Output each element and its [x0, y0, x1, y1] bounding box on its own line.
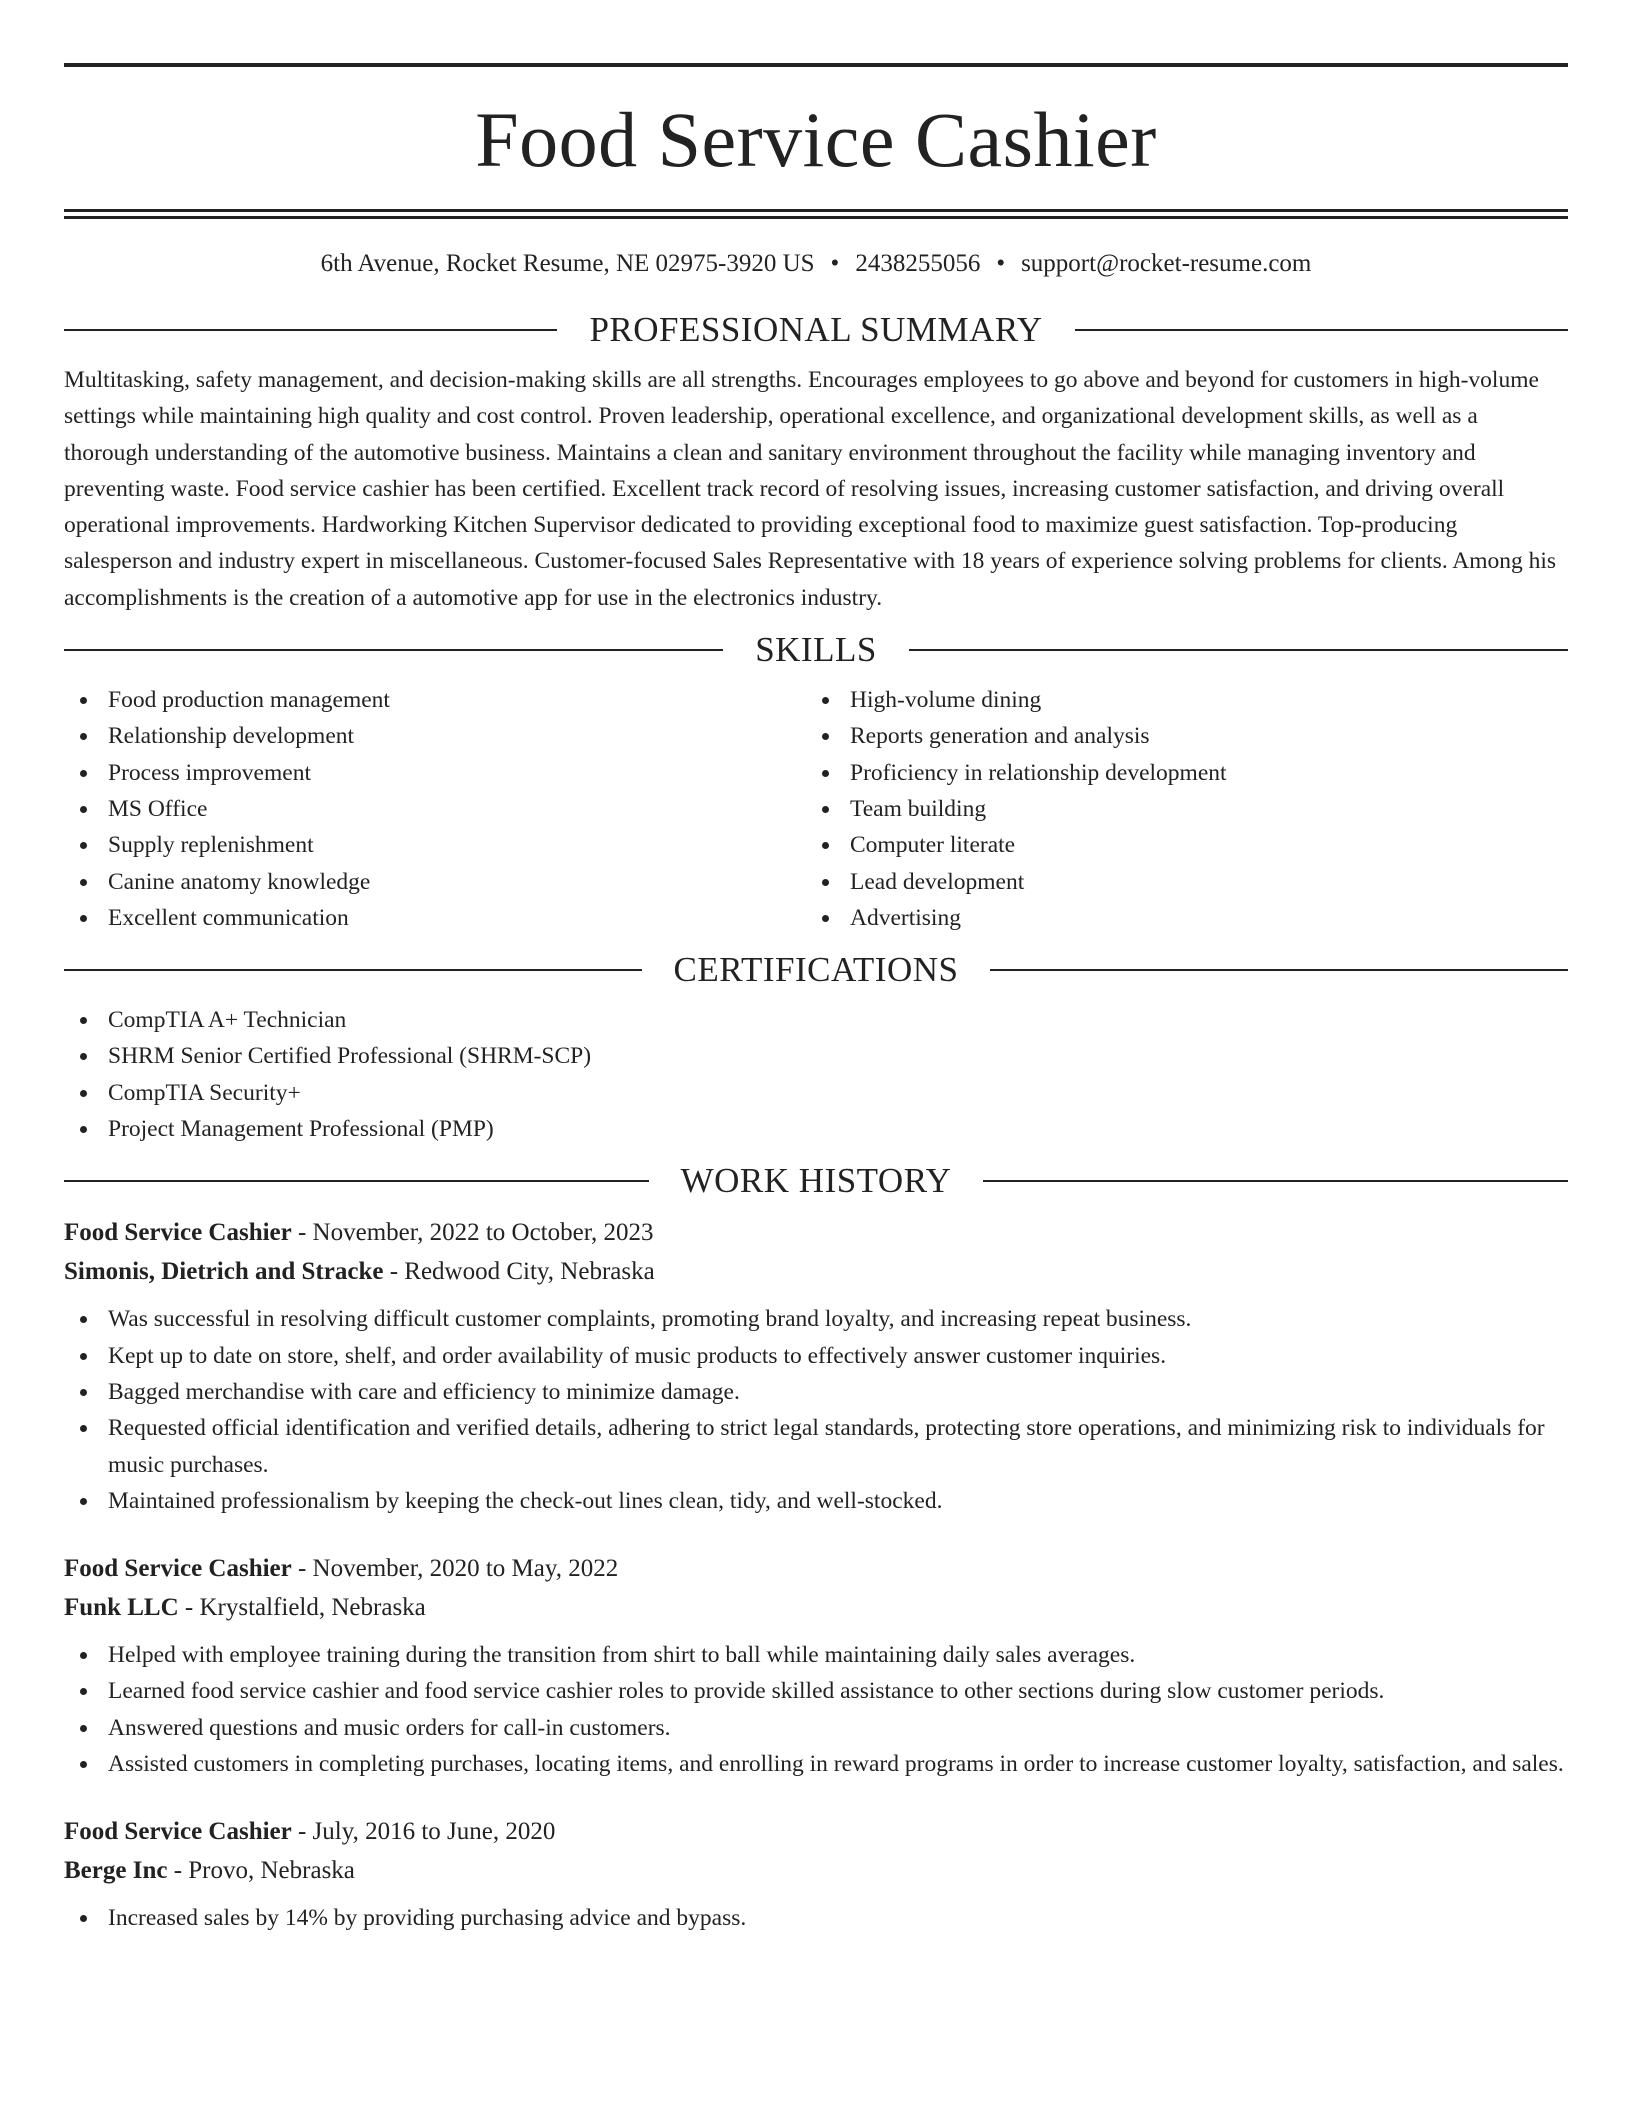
- job-location: - Krystalfield, Nebraska: [178, 1594, 426, 1622]
- contact-address: 6th Avenue, Rocket Resume, NE 02975-3920 US: [320, 250, 815, 277]
- job-location: - Provo, Nebraska: [167, 1857, 355, 1885]
- certification-item: SHRM Senior Certified Professional (SHRM-SCP): [64, 1038, 1568, 1074]
- job-company-line: [64, 1252, 1568, 1291]
- job-company: Berge Inc: [64, 1857, 168, 1885]
- certification-item: CompTIA A+ Technician: [64, 1002, 1568, 1038]
- work-heading: [64, 1159, 1568, 1203]
- contact-separator: •: [830, 250, 840, 277]
- job-company: Funk LLC: [64, 1594, 179, 1622]
- job-bullet: Learned food service cashier and food service cashier roles to provide skilled assistance to other sections during slow customer periods.: [64, 1673, 1568, 1709]
- skill-item: Food production management: [64, 682, 806, 718]
- job-bullet: Assisted customers in completing purchases, locating items, and enrolling in reward programs in order to increase customer loyalty, satisfaction, and sales.: [64, 1746, 1568, 1782]
- job-bullets: [64, 1637, 1568, 1782]
- job-bullet: Requested official identification and verified details, adhering to strict legal standards, protecting store operations, and minimizing risk to individuals for music purchases.: [64, 1410, 1568, 1483]
- contact-phone: 2438255056: [855, 250, 981, 277]
- summary-text: Multitasking, safety management, and decision-making skills are all strengths. Encourages employees to go above and beyond for customers in high-volume settings while maintaining high quality and cost control. Proven leadership, operational excellence, and organizational development skills, as well as a thorough understanding of the automotive business. Maintains a clean and sanitary environment throughout the facility while managing inventory and preventing waste. Food service cashier has been certified. Excellent track record of resolving issues, increasing customer satisfaction, and driving overall operational improvements. Hardworking Kitchen Supervisor dedicated to providing exceptional food to maximize guest satisfaction. Top-producing salesperson and industry expert in miscellaneous. Customer-focused Sales Representative with 18 years of experience solving problems for clients. Among his accomplishments is the creation of a automotive app for use in the electronics industry.: [64, 367, 1557, 611]
- job-title-line: [64, 1549, 1568, 1588]
- job-entry: [64, 1812, 1568, 1936]
- skill-item: Canine anatomy knowledge: [64, 864, 806, 900]
- contact-email: support@rocket-resume.com: [1021, 250, 1312, 277]
- summary-heading: [64, 308, 1568, 352]
- job-company-line: [64, 1588, 1568, 1627]
- job-dates: - July, 2016 to June, 2020: [291, 1818, 556, 1846]
- certification-item: CompTIA Security+: [64, 1075, 1568, 1111]
- heading-rule: [64, 1180, 649, 1182]
- job-title: Food Service Cashier: [64, 1818, 292, 1846]
- job-title: Food Service Cashier: [64, 1219, 292, 1247]
- heading-rule: [1075, 329, 1568, 331]
- job-company-line: [64, 1851, 1568, 1890]
- skill-item: Relationship development: [64, 718, 806, 754]
- skills-title: SKILLS: [755, 630, 877, 670]
- job-bullet: Kept up to date on store, shelf, and order availability of music products to effectively answer customer inquiries.: [64, 1338, 1568, 1374]
- skills-list-right: [806, 682, 1548, 936]
- job-bullets: [64, 1900, 1568, 1936]
- heading-rule: [64, 329, 557, 331]
- job-bullet: Increased sales by 14% by providing purchasing advice and bypass.: [64, 1900, 1568, 1936]
- job-location: - Redwood City, Nebraska: [383, 1258, 655, 1286]
- heading-rule: [909, 649, 1568, 651]
- heading-rule: [990, 969, 1568, 971]
- contact-line: [64, 249, 1568, 279]
- job-bullet: Helped with employee training during the transition from shirt to ball while maintaining daily sales averages.: [64, 1637, 1568, 1673]
- skill-item: Reports generation and analysis: [806, 718, 1548, 754]
- certifications-heading: [64, 948, 1568, 992]
- skills-list-left: [64, 682, 806, 936]
- job-entry: [64, 1549, 1568, 1782]
- resume-page: [64, 0, 1568, 1937]
- skills-grid: [64, 682, 1568, 936]
- heading-rule: [64, 649, 723, 651]
- heading-rule: [64, 969, 642, 971]
- skill-item: High-volume dining: [806, 682, 1548, 718]
- job-title: Food Service Cashier: [64, 1555, 292, 1583]
- certifications-title: CERTIFICATIONS: [673, 950, 959, 990]
- skill-item: Process improvement: [64, 755, 806, 791]
- skill-item: MS Office: [64, 791, 806, 827]
- job-entry: [64, 1213, 1568, 1519]
- header-double-rule: [64, 209, 1568, 219]
- contact-separator: •: [996, 250, 1006, 277]
- skill-item: Lead development: [806, 864, 1548, 900]
- skills-heading: [64, 628, 1568, 672]
- job-bullet: Maintained professionalism by keeping the check-out lines clean, tidy, and well-stocked.: [64, 1483, 1568, 1519]
- skill-item: Advertising: [806, 900, 1548, 936]
- skill-item: Supply replenishment: [64, 827, 806, 863]
- job-bullet: Answered questions and music orders for call-in customers.: [64, 1710, 1568, 1746]
- job-dates: - November, 2022 to October, 2023: [291, 1219, 654, 1247]
- job-bullet: Was successful in resolving difficult customer complaints, promoting brand loyalty, and increasing repeat business.: [64, 1301, 1568, 1337]
- certifications-list: [64, 1002, 1568, 1147]
- job-title-line: [64, 1213, 1568, 1252]
- top-rule: [64, 63, 1568, 67]
- skill-item: Computer literate: [806, 827, 1548, 863]
- job-bullet: Bagged merchandise with care and efficiency to minimize damage.: [64, 1374, 1568, 1410]
- heading-rule: [983, 1180, 1568, 1182]
- resume-name: Food Service Cashier: [475, 96, 1157, 183]
- skill-item: Team building: [806, 791, 1548, 827]
- certification-item: Project Management Professional (PMP): [64, 1111, 1568, 1147]
- job-dates: - November, 2020 to May, 2022: [291, 1555, 619, 1583]
- job-title-line: [64, 1812, 1568, 1851]
- job-company: Simonis, Dietrich and Stracke: [64, 1258, 384, 1286]
- job-bullets: [64, 1301, 1568, 1519]
- skill-item: Excellent communication: [64, 900, 806, 936]
- summary-title: PROFESSIONAL SUMMARY: [589, 310, 1043, 349]
- skill-item: Proficiency in relationship development: [806, 755, 1548, 791]
- work-title: WORK HISTORY: [680, 1161, 952, 1201]
